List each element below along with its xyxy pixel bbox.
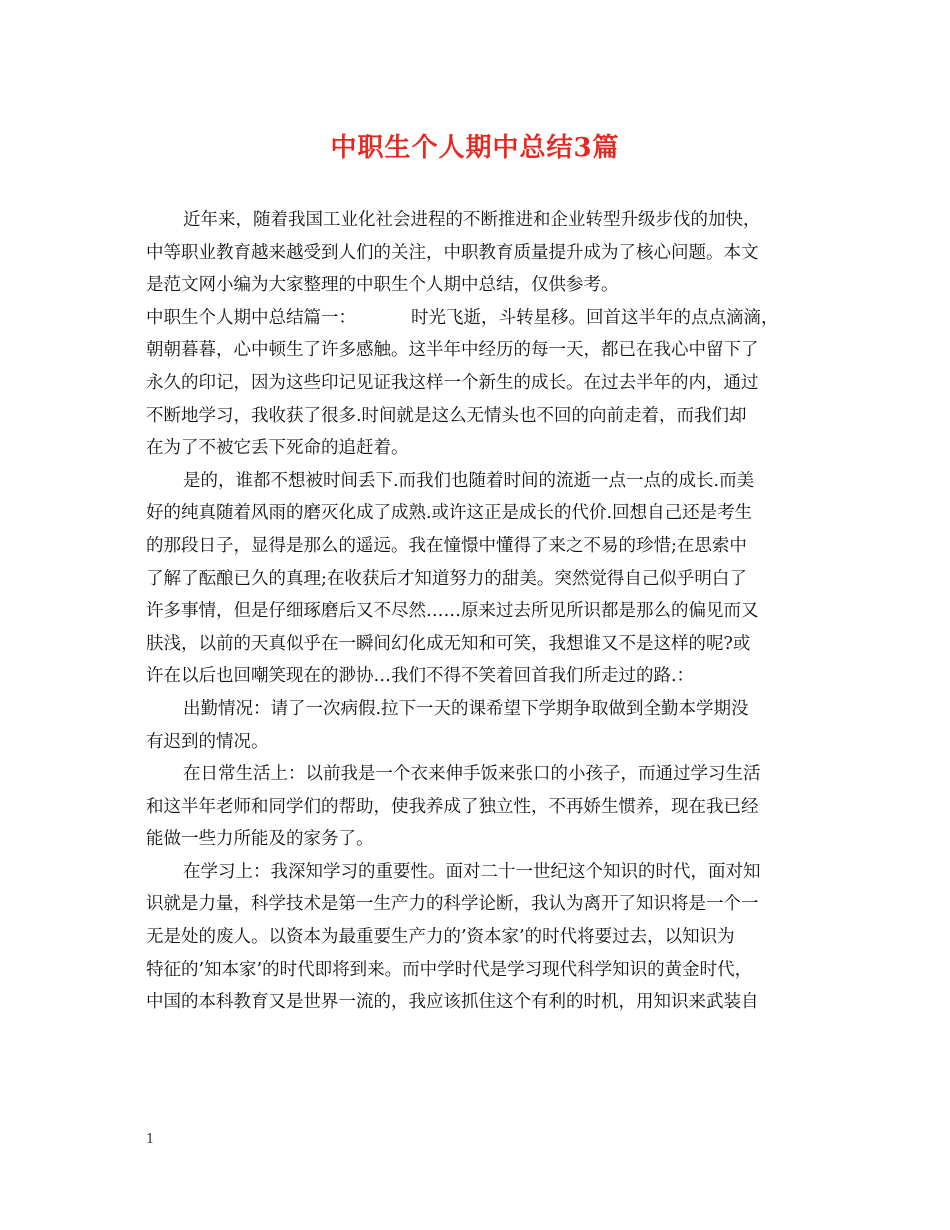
text-line-content: 了解了酝酿已久的真理;在收获后才知道努力的甜美。突然觉得自己似乎明白了 [146,568,747,589]
text-line-content: 肤浅，以前的天真似乎在一瞬间幻化成无知和可笑，我想谁又不是这样的呢?或 [146,633,751,654]
text-line [146,921,806,954]
text-line-content: 是范文网小编为大家整理的中职生个人期中总结，仅供参考。 [146,275,619,296]
text-line [146,791,806,824]
text-line-content: 和这半年老师和同学们的帮助，使我养成了独立性，不再娇生惯养，现在我已经 [146,796,759,817]
text-line-content: 许在以后也回嘲笑现在的渺协…我们不得不笑着回首我们所走过的路.： [146,666,695,687]
text-line [146,628,806,661]
text-line-content: 有迟到的情况。 [146,731,269,752]
text-line-content: 好的纯真随着风雨的磨灭化成了成熟.或许这正是成长的代价.回想自己还是考生 [146,503,753,524]
text-line-content: 中职生个人期中总结篇一： [146,307,356,328]
text-line [146,823,806,856]
text-line [146,986,806,1019]
text-line [146,726,806,759]
text-line-content: 是的，谁都不想被时间丢下.而我们也随着时间的流逝一点一点的成长.而美 [183,470,755,491]
document-title: 中职生个人期中总结3篇 [330,133,620,163]
text-line-content: 不断地学习，我收获了很多.时间就是这么无情头也不回的向前走着，而我们却 [146,405,747,426]
document-body [146,204,806,1019]
text-line-content: 永久的印记，因为这些印记见证我这样一个新生的成长。在过去半年的内，通过 [146,372,759,393]
text-line [146,758,806,791]
text-line-content: 中等职业教育越来越受到人们的关注，中职教育质量提升成为了核心问题。本文 [146,242,759,263]
text-line-content: 出勤情况：请了一次病假.拉下一天的课希望下学期争取做到全勤本学期没 [183,698,749,719]
text-line-content: 的那段日子，显得是那么的遥远。我在憧憬中懂得了来之不易的珍惜;在思索中 [146,535,747,556]
text-line [146,204,806,237]
text-line [146,660,806,693]
text-line-content: 在学习上：我深知学习的重要性。面对二十一世纪这个知识的时代，面对知 [183,861,761,882]
text-line [146,888,806,921]
text-line [146,302,806,335]
text-line-content: 识就是力量，科学技术是第一生产力的科学论断，我认为离开了知识将是一个一 [146,894,759,915]
text-line [146,432,806,465]
text-line-content: 许多事情，但是仔细琢磨后又不尽然……原来过去所见所识都是那么的偏见而又 [146,601,759,622]
page-number: 1 [146,1132,155,1147]
text-line-content: 在日常生活上：以前我是一个衣来伸手饭来张口的小孩子，而通过学习生活 [183,764,761,785]
text-line [146,367,806,400]
text-line [146,954,806,987]
text-line [146,563,806,596]
text-line [146,530,806,563]
text-line [146,269,806,302]
text-line-content: 无是处的废人。以资本为最重要生产力的’资本家’的时代将要过去，以知识为 [146,927,735,948]
text-line-continuation: 时光飞逝，斗转星移。回首这半年的点点滴滴， [411,307,779,328]
text-line-content: 朝朝暮暮，心中顿生了许多感触。这半年中经历的每一天，都已在我心中留下了 [146,340,759,361]
text-line [146,497,806,530]
text-line [146,856,806,889]
text-line-content: 近年来，随着我国工业化社会进程的不断推进和企业转型升级步伐的加快， [183,210,761,230]
text-line [146,334,806,367]
text-line-content: 特征的’知本家’的时代即将到来。而中学时代是学习现代科学知识的黄金时代， [146,959,753,980]
text-line-content: 中国的本科教育又是世界一流的，我应该抓住这个有利的时机，用知识来武装自 [146,992,759,1013]
text-line [146,693,806,726]
text-line [146,595,806,628]
text-line-content: 在为了不被它丢下死命的追赶着。 [146,438,409,459]
text-line [146,400,806,433]
text-line [146,237,806,270]
text-line-content: 能做一些力所能及的家务了。 [146,829,374,850]
text-line [146,465,806,498]
